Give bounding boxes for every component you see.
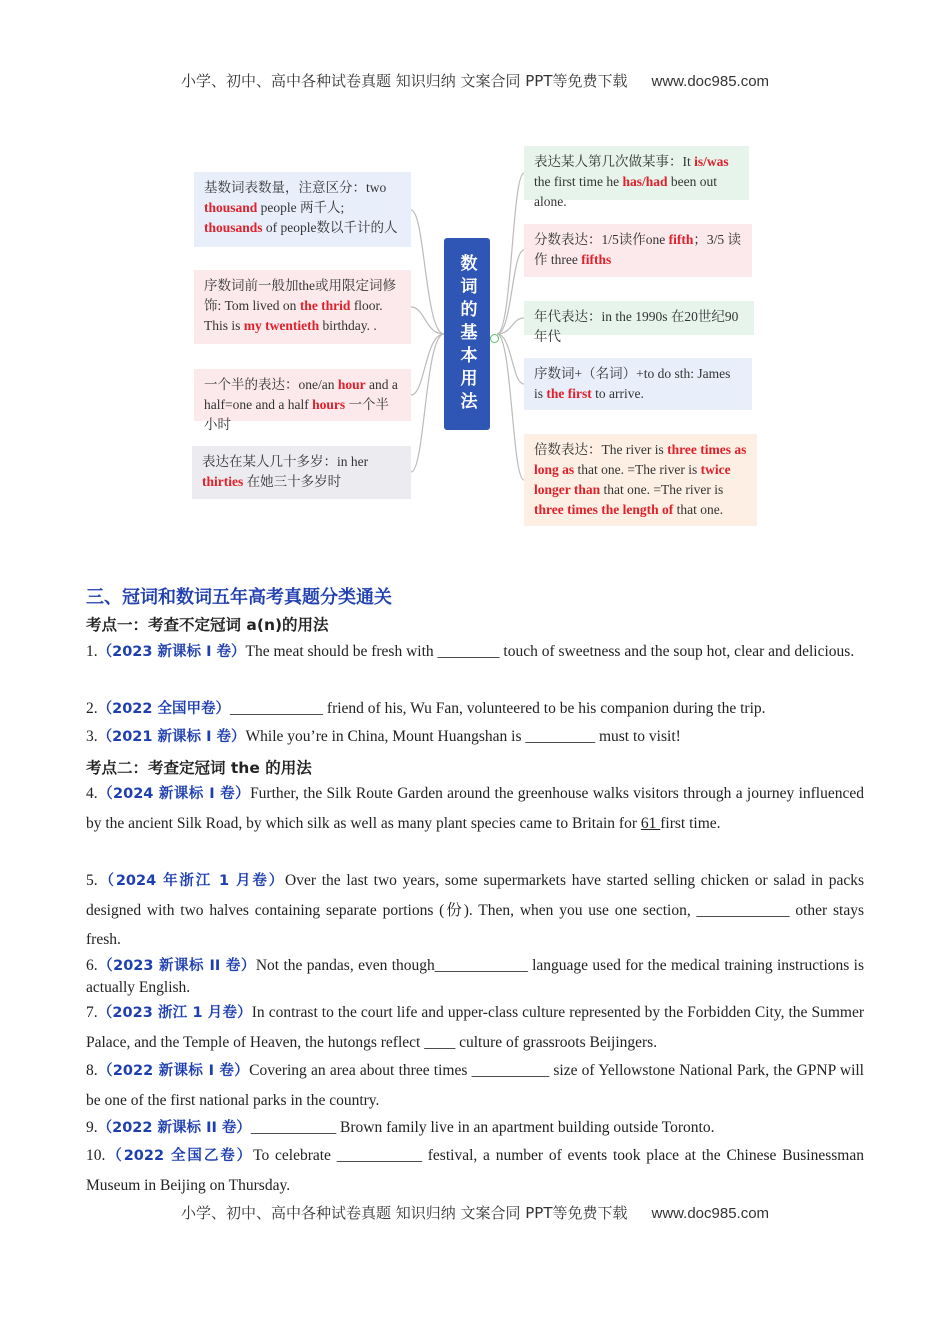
node-text: 分数表达：1/5读作one	[534, 232, 669, 247]
question-source: （2021 新课标 I 卷）	[97, 729, 246, 745]
node-text: 序数词+（名词）+to do sth: James is	[534, 366, 731, 401]
question-text: While you’re in China, Mount Huangshan is _________ must to visit!	[245, 728, 681, 745]
question-source: （2024 年浙江 1 月卷）	[97, 873, 286, 889]
mindmap-node-left-2	[194, 270, 411, 344]
question-text: Over the last two years, some supermarkets have started selling chicken or salad in packs designed with two halves containing separate portions (份). Then, when you use one section, ____________ other stays fresh.	[86, 872, 865, 948]
question-source: （2022 新课标 II 卷）	[97, 1120, 251, 1136]
question-text: ____________ friend of his, Wu Fan, volunteered to be his companion during the trip.	[230, 700, 766, 717]
question-number: 10.	[86, 1147, 106, 1164]
page-footer	[0, 1202, 950, 1223]
question-9	[86, 1113, 864, 1143]
mindmap-node-right-3	[524, 301, 754, 344]
header-text: 小学、初中、高中各种试卷真题 知识归纳 文案合同 PPT等免费下载	[180, 72, 628, 90]
question-source: （2022 全国甲卷）	[97, 701, 231, 717]
node-text: of people数以千计的人	[262, 220, 398, 235]
mindmap-node-right-1	[524, 146, 749, 209]
node-text: 一个半的表达：one/an	[204, 377, 338, 392]
question-7	[86, 998, 864, 1057]
connector-left-4	[411, 334, 444, 472]
footer-text: 小学、初中、高中各种试卷真题 知识归纳 文案合同 PPT等免费下载	[180, 1204, 628, 1222]
mindmap-center: 数词的基本用法	[444, 238, 490, 430]
mindmap-node-right-2	[524, 224, 752, 277]
question-6	[86, 955, 864, 999]
question-text: In contrast to the court life and upper-class culture represented by the Forbidden City, the Summer Palace, and the Temple of Heaven, the hutongs reflect ____ culture of grassroots Beijingers.	[86, 1004, 864, 1051]
question-text: To celebrate ___________ festival, a number of events took place at the Chinese Businessman Museum in Beijing on Thursday.	[86, 1147, 864, 1194]
node-text: been out alone.	[534, 174, 718, 209]
question-source: （2022 新课标 I 卷）	[97, 1063, 250, 1079]
node-text: that one. =The river is	[574, 462, 701, 477]
question-text-end: first time.	[660, 815, 721, 832]
highlight-term: my twentieth	[243, 318, 320, 333]
kaodian-2: 考点二：考查定冠词 the 的用法	[86, 759, 312, 777]
node-text: 年代表达：in the 1990s 在20世纪90年代	[534, 309, 739, 344]
footer-url[interactable]: www.doc985.com	[651, 1205, 770, 1222]
highlight-term: has/had	[622, 174, 668, 189]
highlight-term: the thrid	[299, 298, 351, 313]
question-number: 5.	[86, 872, 98, 889]
question-number: 1.	[86, 643, 98, 660]
question-number: 2.	[86, 700, 98, 717]
header-url[interactable]: www.doc985.com	[651, 73, 770, 90]
question-4	[86, 779, 864, 838]
node-text: 表达在某人几十多岁：in her	[202, 454, 369, 469]
question-text: Not the pandas, even though____________ language used for the medical training instructions is actually English.	[86, 957, 864, 996]
node-text: people 两千人;	[257, 200, 345, 215]
question-number: 4.	[86, 785, 98, 802]
answer-blank: 61	[640, 815, 661, 832]
node-text: the first time he	[534, 174, 623, 189]
question-text: The meat should be fresh with ________ touch of sweetness and the soup hot, clear and delicious.	[245, 643, 855, 660]
mindmap-node-left-1	[194, 172, 411, 247]
node-text: 基数词表数量，注意区分：two	[204, 180, 387, 195]
expand-dot-icon[interactable]	[490, 334, 499, 343]
question-text: Covering an area about three times __________ size of Yellowstone National Park, the GPNP will be one of the first national parks in the country.	[86, 1062, 864, 1109]
question-3	[86, 722, 864, 752]
question-number: 9.	[86, 1119, 98, 1136]
highlight-term: hour	[337, 377, 366, 392]
highlight-term: thousand	[204, 200, 258, 215]
question-5	[86, 866, 864, 954]
question-text: Further, the Silk Route Garden around the greenhouse walks visitors through a journey influenced by the ancient Silk Road, by which silk as well as many plant species came to Britain for	[86, 785, 864, 832]
highlight-term: twice longer than	[534, 462, 731, 497]
node-text: 一个半小时	[204, 397, 389, 432]
kaodian-1: 考点一：考查不定冠词 a(n)的用法	[86, 616, 329, 634]
mindmap-node-right-4	[524, 358, 752, 410]
question-source: （2023 新课标 II 卷）	[97, 958, 256, 974]
node-text: and a half=one and a half	[204, 377, 398, 412]
highlight-term: is/was	[694, 154, 729, 169]
node-text: to arrive.	[591, 386, 644, 401]
highlight-term: three times the length of	[534, 502, 674, 517]
question-number: 3.	[86, 728, 98, 745]
connector-left-1	[411, 210, 444, 334]
highlight-term: thousands	[204, 220, 263, 235]
mindmap-node-left-3	[194, 369, 411, 432]
mindmap-node-right-5	[524, 434, 757, 526]
node-text: that one. =The river is	[600, 482, 724, 497]
highlight-term: fifths	[581, 252, 612, 267]
node-text: 在她三十多岁时	[243, 474, 342, 489]
question-number: 7.	[86, 1004, 98, 1021]
question-10	[86, 1141, 864, 1200]
connector-right-4	[497, 334, 524, 384]
node-text: 表达某人第几次做某事：It	[534, 154, 695, 169]
node-text: birthday. .	[319, 318, 377, 333]
node-text: ；3/5 读作 three	[534, 232, 742, 267]
question-8	[86, 1056, 864, 1115]
highlight-term: three times as long as	[534, 442, 747, 477]
question-number: 8.	[86, 1062, 98, 1079]
node-text: 序数词前一般加the或用限定词修饰: Tom lived on	[204, 278, 396, 313]
highlight-term: thirties	[202, 474, 244, 489]
mindmap-node-left-4	[192, 446, 411, 499]
highlight-term: fifth	[668, 232, 694, 247]
node-text: 倍数表达：The river is	[534, 442, 668, 457]
question-text: ___________ Brown family live in an apartment building outside Toronto.	[250, 1119, 715, 1136]
question-number: 6.	[86, 957, 98, 974]
node-text: floor. This is	[204, 298, 383, 333]
section-title: 三、冠词和数词五年高考真题分类通关	[86, 587, 392, 608]
question-source: （2022 全国乙卷）	[105, 1148, 254, 1164]
question-source: （2023 新课标 I 卷）	[97, 644, 246, 660]
question-2	[86, 694, 864, 724]
node-text: that one.	[673, 502, 724, 517]
highlight-term: hours	[312, 397, 346, 412]
question-source: （2023 浙江 1 月卷）	[97, 1005, 252, 1021]
question-1	[86, 637, 864, 667]
question-source: （2024 新课标 I 卷）	[97, 786, 251, 802]
highlight-term: the first	[546, 386, 592, 401]
